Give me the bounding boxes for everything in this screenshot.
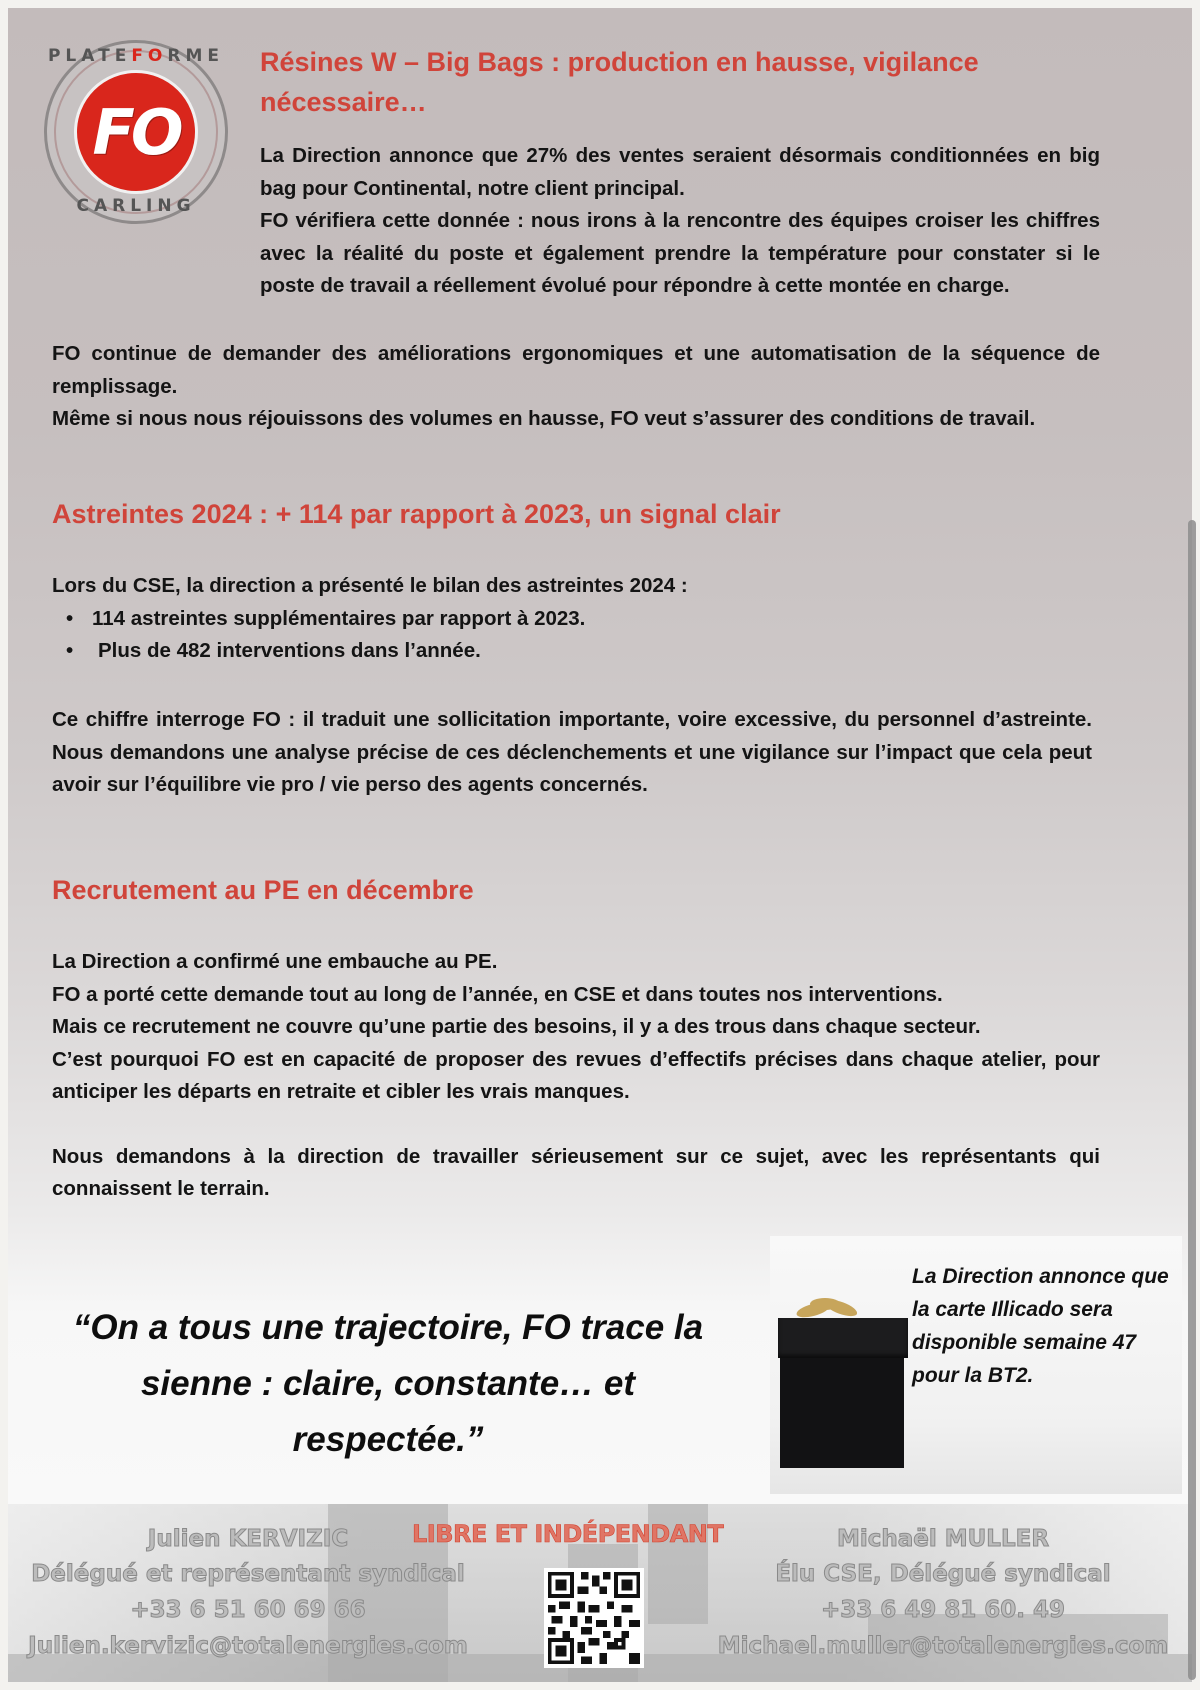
bullet-list <box>66 603 1092 668</box>
gift-card-notice <box>770 1236 1182 1494</box>
bullet-item: • Plus de 482 interventions dans l’année. <box>66 635 1092 668</box>
paragraph: La Direction annonce que 27% des ventes seraient désormais conditionnées en big bag pour Continental, notre client principal. <box>260 144 1100 200</box>
paragraph: La Direction a confirmé une embauche au PE. <box>52 950 498 973</box>
contact-email[interactable]: Julien.kervizic@totalenergies.com <box>28 1633 468 1659</box>
paragraph: Nous demandons à la direction de travailler sérieusement sur ce sujet, avec les représentants qui connaissent le terrain. <box>52 1144 1100 1200</box>
footer-slogan: LIBRE ET INDÉPENDANT <box>412 1520 724 1548</box>
section-body-recrutement <box>52 946 1100 1206</box>
logo-bottom-text: CARLING <box>76 196 196 216</box>
section-body-big-bags-bottom <box>52 338 1100 436</box>
footer-contacts <box>8 1504 1192 1682</box>
slogan-quote: “On a tous une trajectoire, FO trace la sienne : claire, constante… et respectée.” <box>72 1308 704 1459</box>
contact-phone[interactable]: +33 6 51 60 69 66 <box>130 1597 366 1623</box>
bullet-item: • 114 astreintes supplémentaires par rapport à 2023. <box>66 603 1092 636</box>
contact-role: Délégué et représentant syndical <box>31 1561 465 1587</box>
section-body-astreintes-intro <box>52 570 1092 668</box>
paragraph: FO a porté cette demande tout au long de l’année, en CSE et dans toutes nos interventions. <box>52 982 943 1006</box>
contact-email[interactable]: Michael.muller@totalenergies.com <box>717 1633 1169 1659</box>
contact-card-left <box>18 1522 478 1664</box>
paragraph: Lors du CSE, la direction a présenté le bilan des astreintes 2024 : <box>52 574 688 597</box>
logo-fo-letters: FO <box>92 95 180 169</box>
paragraph: FO continue de demander des améliorations ergonomiques et une automatisation de la séquence de remplissage. <box>52 342 1100 398</box>
contact-name: Julien KERVIZIC <box>147 1526 349 1552</box>
section-body-astreintes <box>52 704 1092 802</box>
section-body-big-bags-top <box>260 140 1100 303</box>
scrollbar-thumb[interactable] <box>1188 520 1196 1680</box>
paragraph: Mais ce recrutement ne couvre qu’une partie des besoins, il y a des trous dans chaque secteur. <box>52 1015 981 1038</box>
logo-top-text: PLATEFORME <box>47 46 225 66</box>
vertical-scrollbar[interactable] <box>1186 8 1196 1682</box>
contact-role: Élu CSE, Délégué syndical <box>775 1561 1111 1587</box>
contact-card-right <box>698 1522 1188 1664</box>
paragraph: Même si nous nous réjouissons des volumes en hausse, FO veut s’assurer des conditions de travail. <box>52 407 1036 430</box>
paragraph: C’est pourquoi FO est en capacité de proposer des revues d’effectifs précises dans chaque atelier, pour anticiper les départs en retraite et cibler les vrais manques. <box>52 1047 1100 1103</box>
logo-red-disc <box>74 70 198 194</box>
gift-box-icon <box>778 1318 908 1468</box>
fo-logo <box>44 40 228 224</box>
gift-notice-text: La Direction annonce que la carte Illicado sera disponible semaine 47 pour la BT2. <box>912 1265 1169 1387</box>
paragraph: FO vérifiera cette donnée : nous irons à la rencontre des équipes croiser les chiffres avec la réalité du poste et également prendre la température pour constater si le poste de travail a réellement évolué pour répondre à cette montée en charge. <box>260 209 1100 297</box>
paragraph: Ce chiffre interroge FO : il traduit une sollicitation importante, voire excessive, du personnel d’astreinte. Nous demandons une analyse précise de ces déclenchements et une vigilance sur l’impact que cela peut avoir sur l’équilibre vie pro / vie perso des agents concernés. <box>52 708 1092 796</box>
flyer-page <box>8 8 1192 1682</box>
contact-phone[interactable]: +33 6 49 81 60. 49 <box>820 1597 1066 1623</box>
section-title-astreintes: Astreintes 2024 : + 114 par rapport à 2023, un signal clair <box>52 499 781 529</box>
contact-name: Michaël MULLER <box>836 1526 1050 1552</box>
qr-code-icon[interactable] <box>544 1568 644 1668</box>
section-title-recrutement: Recrutement au PE en décembre <box>52 875 474 905</box>
section-title-big-bags: Résines W – Big Bags : production en hausse, vigilance nécessaire… <box>260 47 979 117</box>
